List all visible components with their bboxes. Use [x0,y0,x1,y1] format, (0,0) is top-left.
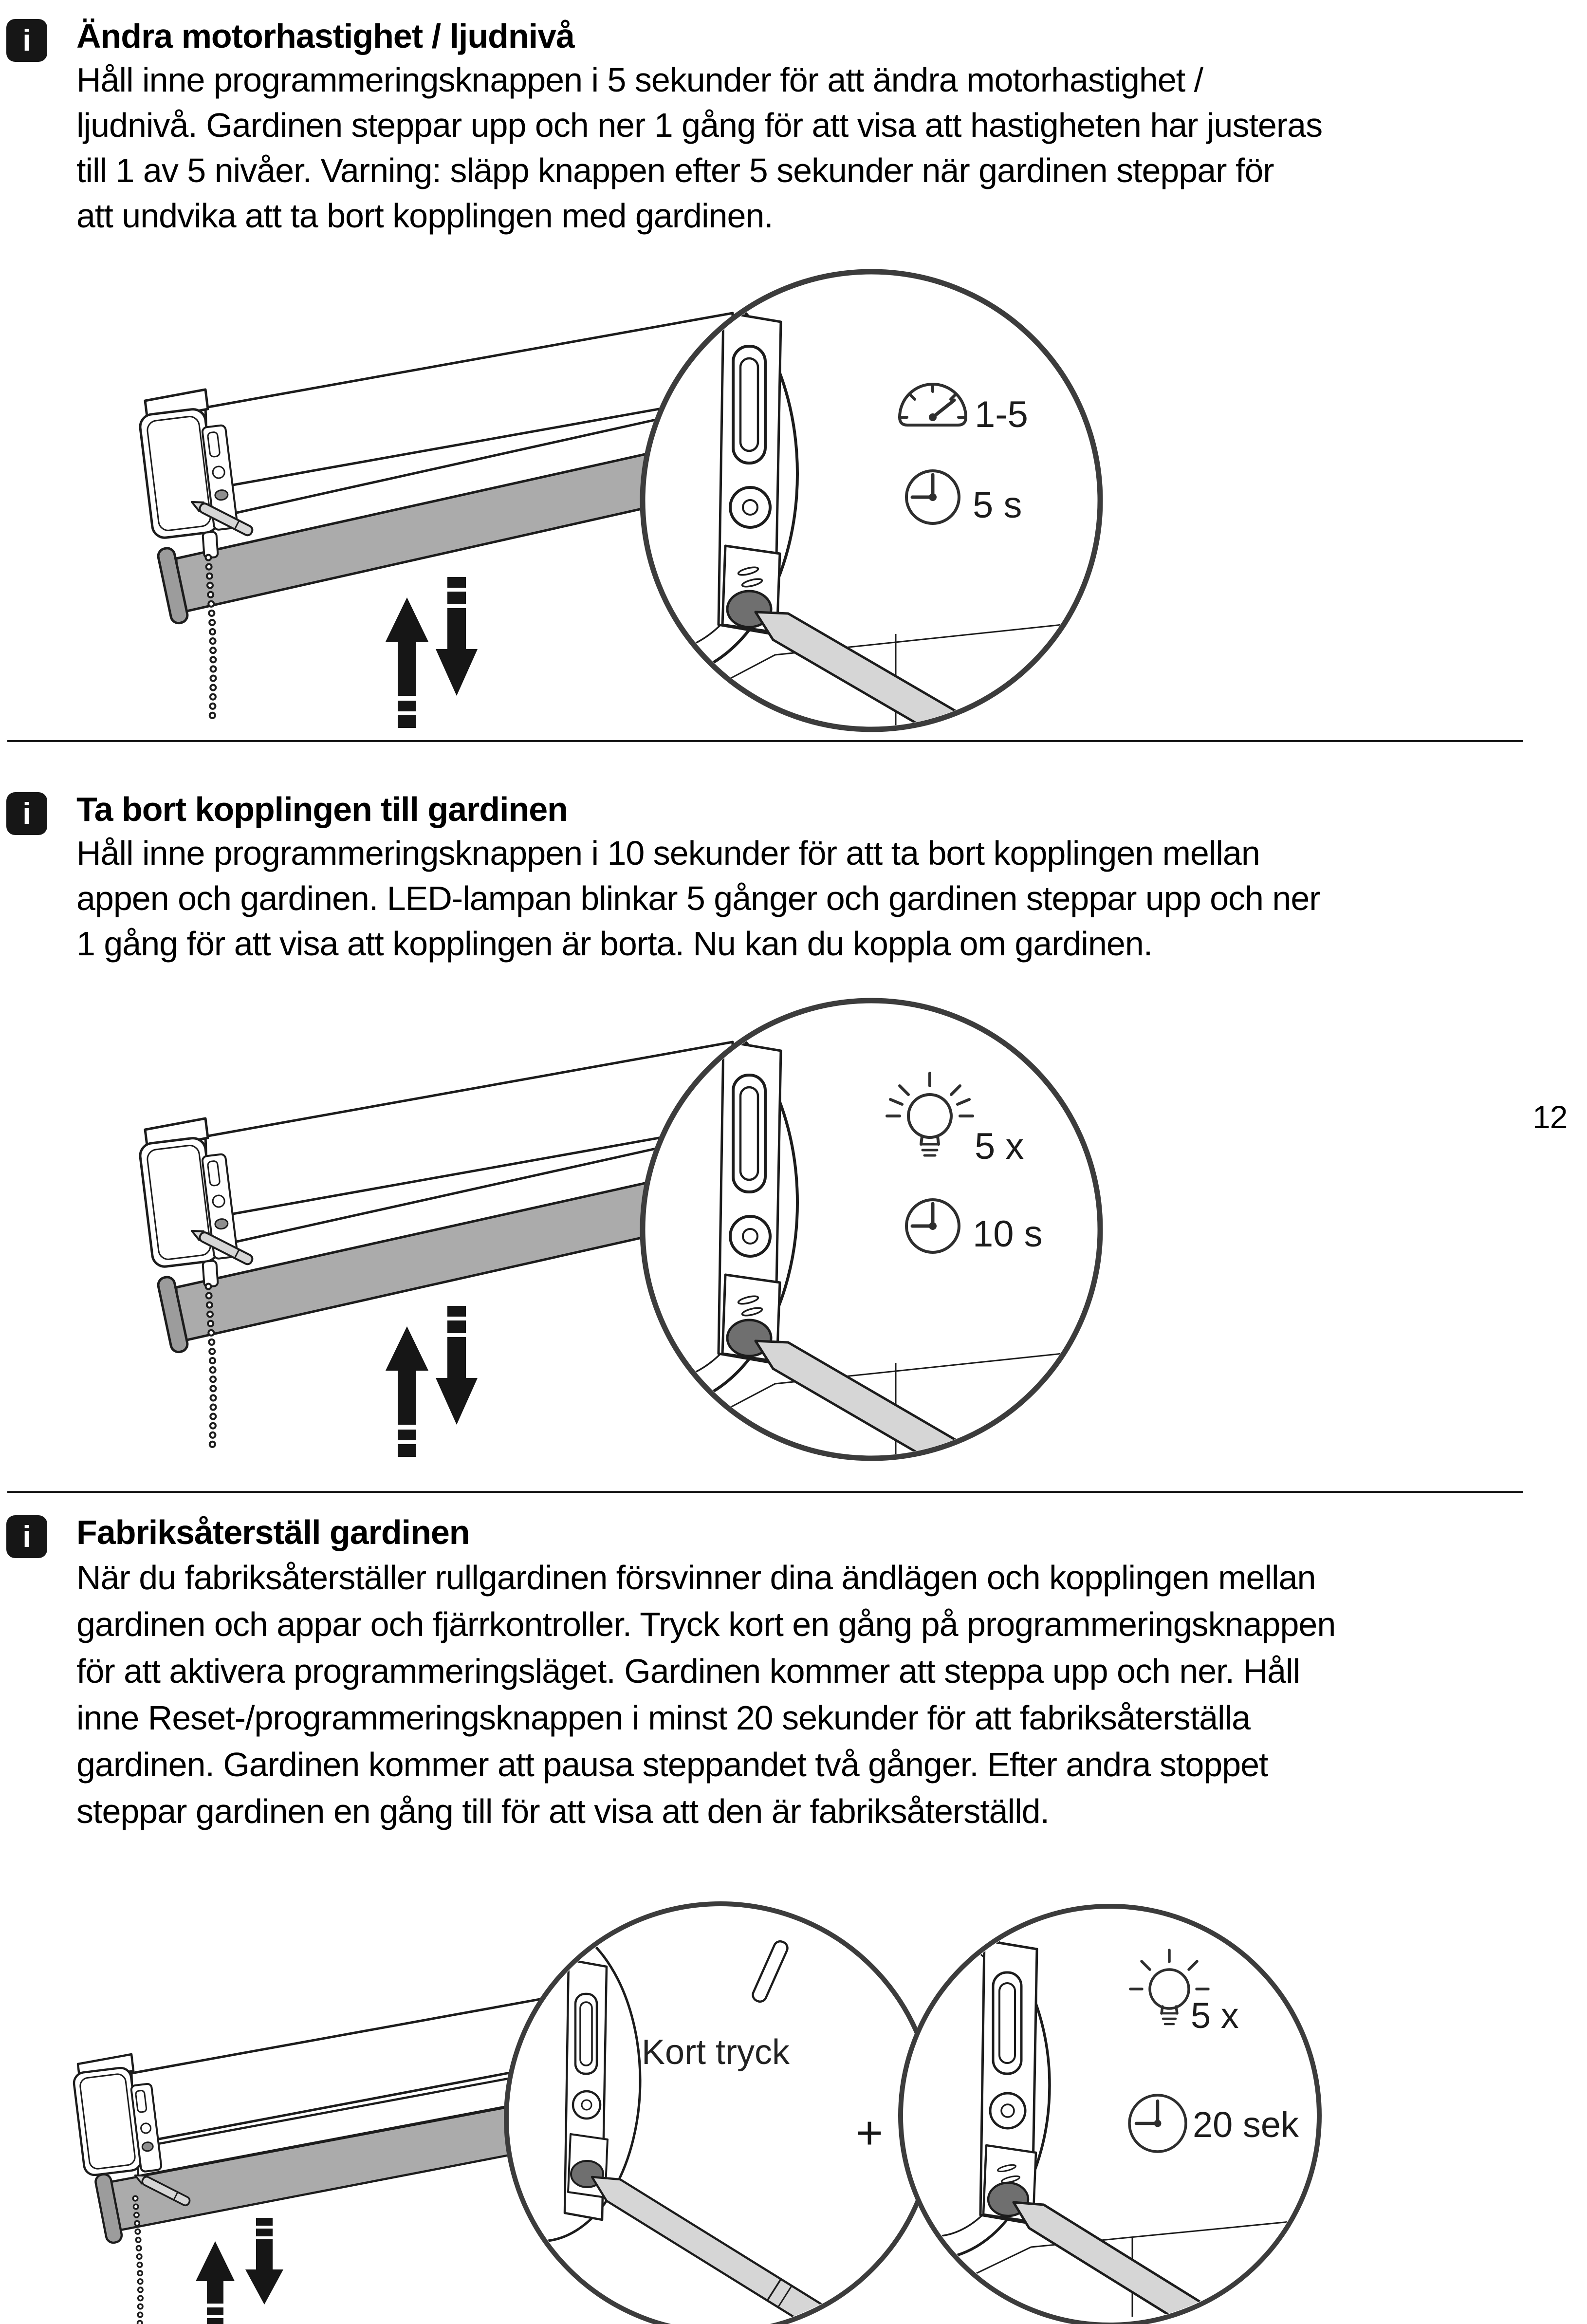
section-body-factory-reset [76,1554,1335,1835]
info-icon-glyph: i [22,1520,31,1554]
up-arrow-icon [196,2241,235,2304]
figure-unpair [122,994,1144,1481]
clock-icon [906,1200,959,1252]
info-icon [6,19,47,62]
chain-anchor [203,532,218,558]
up-arrow-icon [386,597,428,696]
body-line: ljudnivå. Gardinen steppar upp och ner 1 gång för att visa att hastigheten har justeras [76,106,1323,144]
body-line: att undvika att ta bort kopplingen med gardinen. [76,197,773,235]
body-line: Håll inne programmeringsknappen i 5 sekunder för att ändra motorhastighet / [76,61,1203,99]
page-number: 12 [1532,1099,1568,1135]
body-line: När du fabriksåterställer rullgardinen försvinner dina ändlägen och kopplingen mellan [76,1559,1316,1597]
figure-speed-adjust [122,265,1144,752]
body-line: steppar gardinen en gång till för att visa att den är fabriksåterställd. [76,1792,1050,1830]
info-icon-glyph: i [22,23,31,57]
badge-label: 10 s [973,1213,1043,1255]
down-arrow-icon [436,608,478,696]
section-heading-speed: Ändra motorhastighet / ljudnivå [76,17,574,55]
section-heading-unpair: Ta bort kopplingen till gardinen [76,790,568,828]
badge-label: 5 s [973,484,1022,526]
section-heading-factory-reset: Fabriksåterställ gardinen [76,1513,470,1551]
section-divider [7,740,1523,742]
badge-label: 5 x [1191,1995,1239,2036]
body-line: 1 gång för att visa att kopplingen är borta. Nu kan du koppla om gardinen. [76,925,1153,963]
badge-label: 1-5 [975,394,1028,435]
body-line: till 1 av 5 nivåer. Varning: släpp knappen efter 5 sekunder när gardinen steppar för [76,151,1274,189]
section-body-speed [76,57,1322,239]
clock-icon [906,471,959,523]
badge-label: 20 sek [1193,2104,1299,2145]
clock-icon [1129,2095,1186,2152]
usb-port [135,2090,147,2113]
left-circle-label: Kort tryck [642,2033,790,2072]
up-arrow-icon [386,1326,428,1425]
body-line: Håll inne programmeringsknappen i 10 sekunder för att ta bort kopplingen mellan [76,834,1260,872]
badge-label: 5 x [975,1126,1024,1167]
body-line: inne Reset-/programmeringsknappen i minst 20 sekunder för att fabriksåterställa [76,1699,1251,1737]
led-indicator [212,466,225,479]
plus-sign: + [856,2107,884,2159]
up-down-arrows [196,2218,283,2324]
section-body-unpair [76,831,1320,967]
usb-port [207,1161,220,1186]
body-line: gardinen och appar och fjärrkontroller. Tryck kort en gång på programmeringsknappen [76,1605,1336,1643]
usb-port [207,432,220,457]
info-icon-glyph: i [22,797,31,831]
down-arrow-icon [436,1337,478,1425]
body-line: gardinen. Gardinen kommer att pausa steppandet två gånger. Efter andra stoppet [76,1746,1268,1784]
body-line: appen och gardinen. LED-lampan blinkar 5 gånger och gardinen steppar upp och ner [76,879,1320,917]
figure-factory-reset [58,1876,1529,2324]
info-icon [6,792,47,835]
section-divider [7,1491,1523,1493]
up-down-arrows [386,577,478,728]
led-indicator [212,1195,225,1208]
down-arrow-icon [245,2239,283,2305]
program-button [142,2141,153,2152]
up-down-arrows [386,1306,478,1457]
led-indicator [140,2123,151,2134]
body-line: för att aktivera programmeringsläget. Gardinen kommer att steppa upp och ner. Håll [76,1652,1300,1690]
info-icon [6,1515,47,1558]
